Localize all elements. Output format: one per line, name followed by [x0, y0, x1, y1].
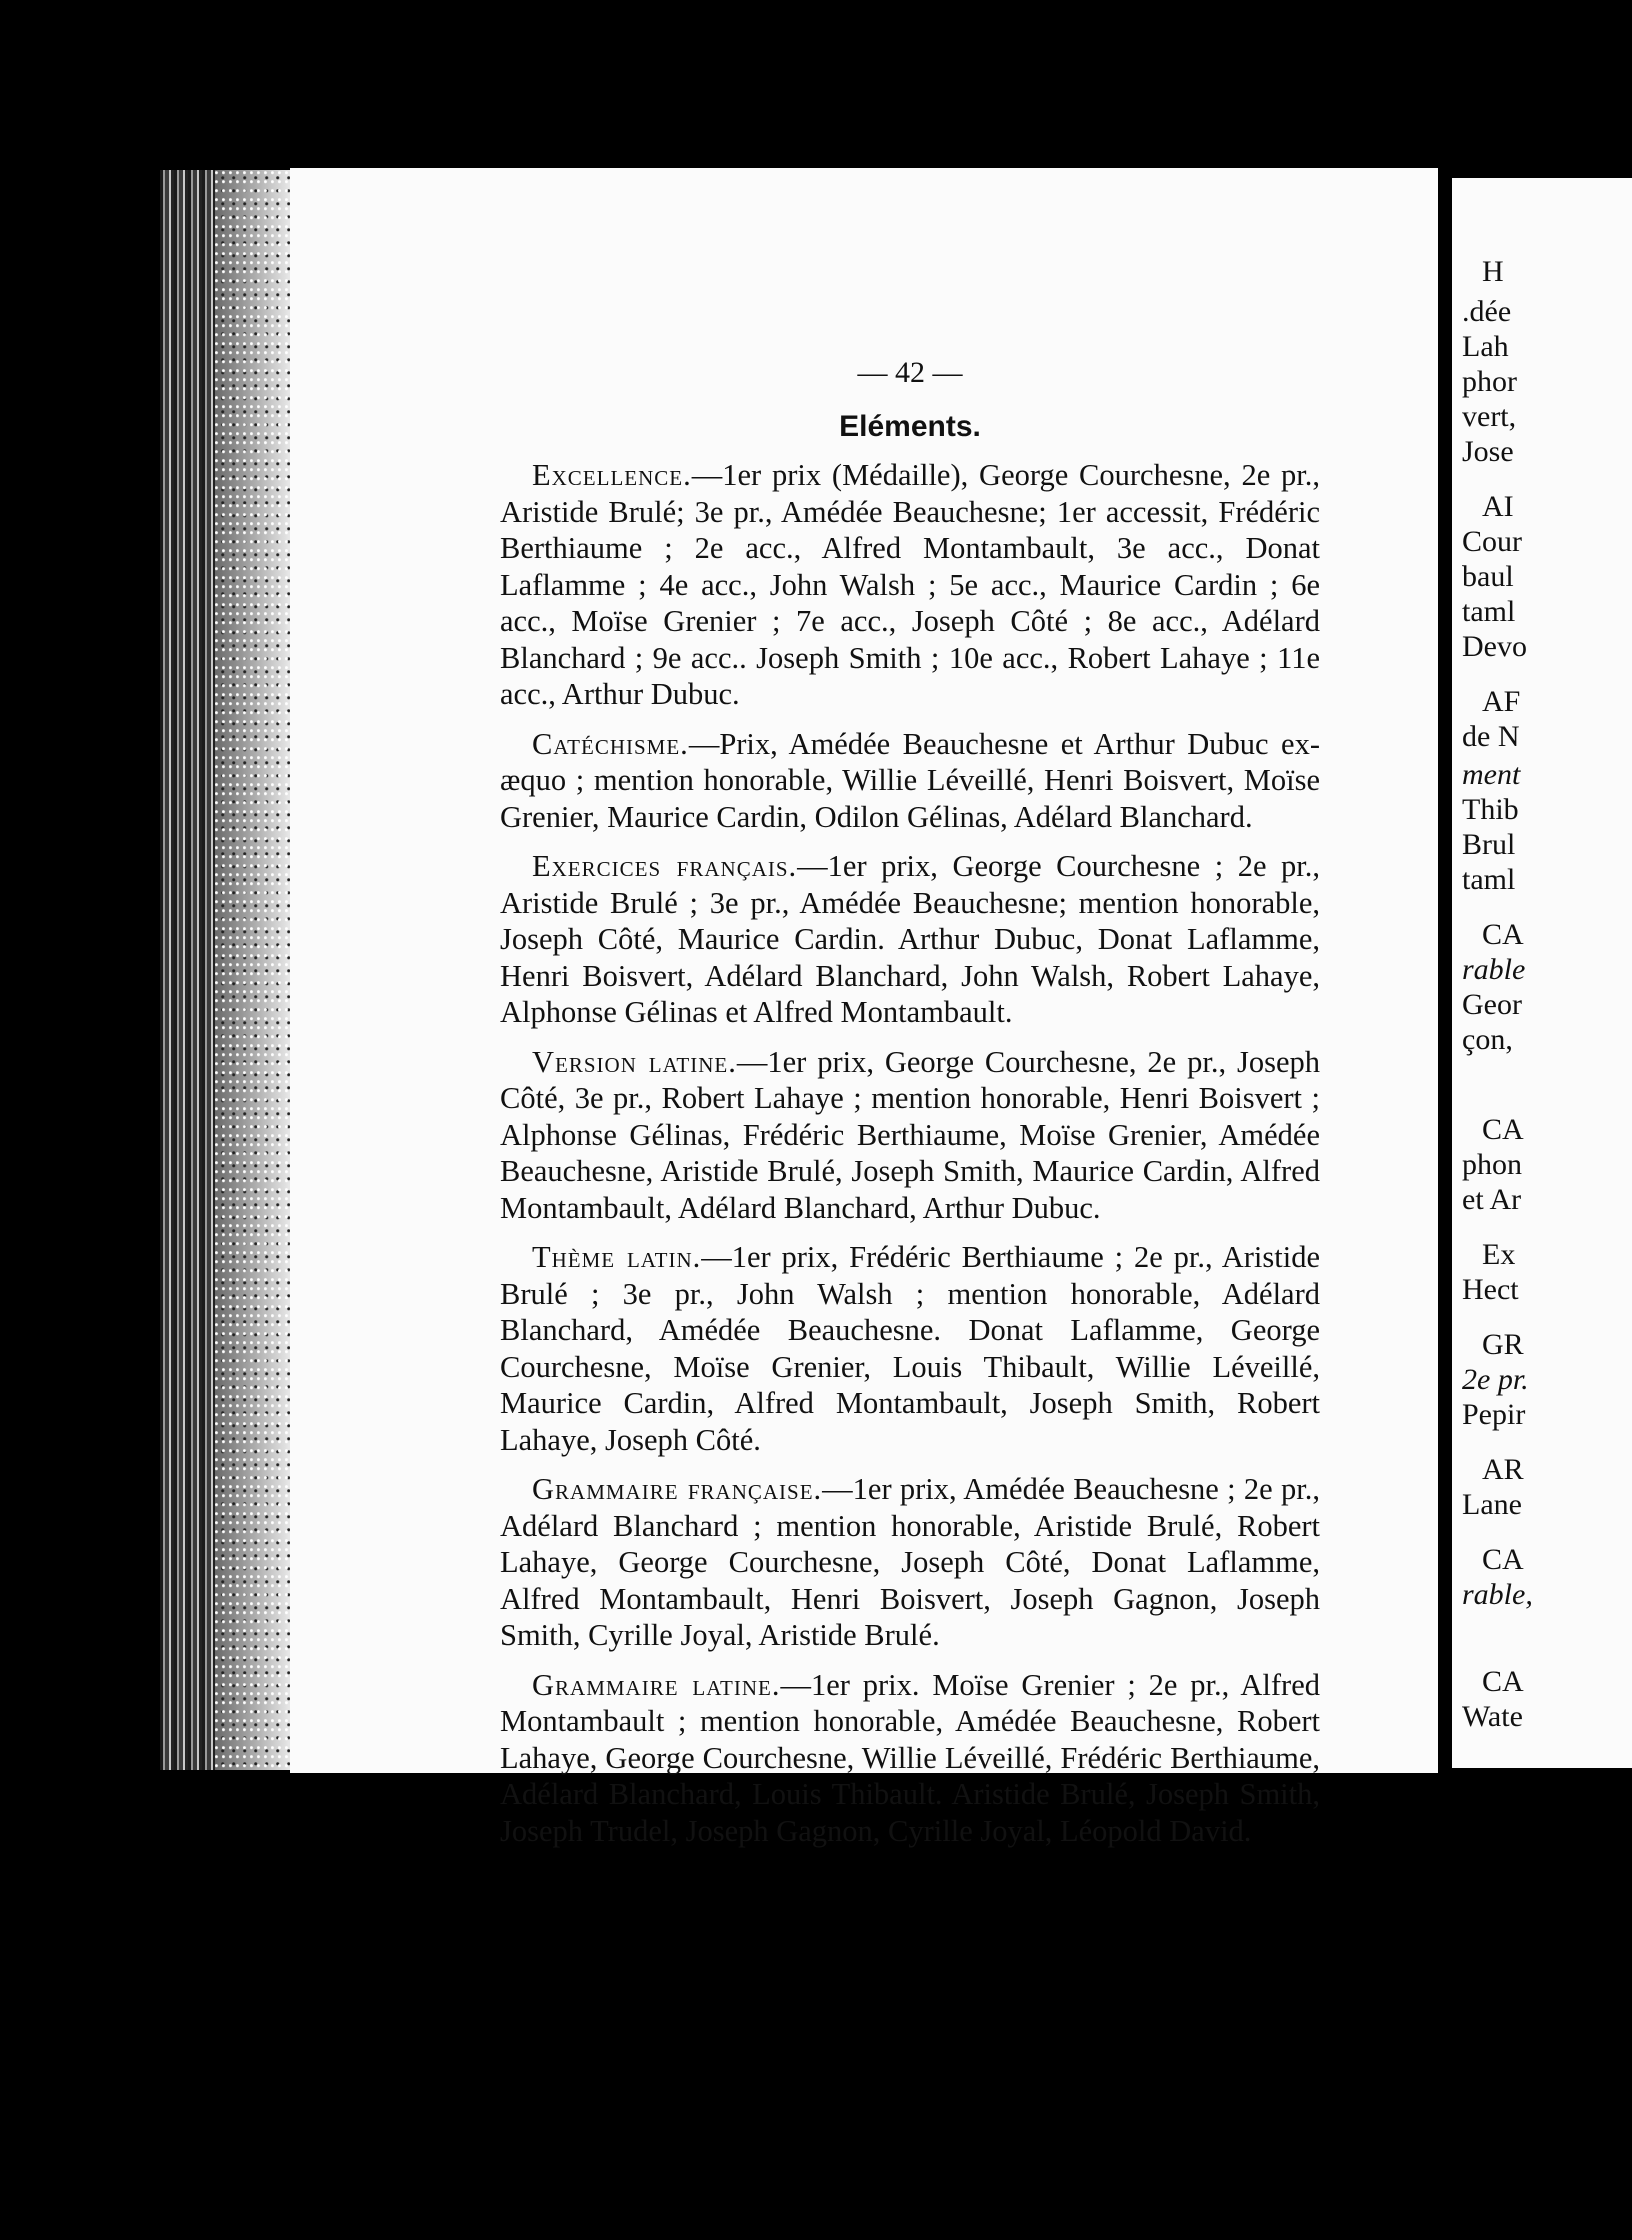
paragraph-text: —1er prix, George Courchesne, 2e pr., Joseph Côté, 3e pr., Robert Lahaye ; mention honorable, Henri Boisvert ; Alphonse Gélinas, Frédéric Berthiaume, Moïse Grenier, Amédée Beauchesne, Aristide Brulé, Joseph Smith, Maurice Cardin, Alfred Montambault, Adélard Blanchard, Arthur Dubuc.: [500, 1044, 1320, 1225]
paragraph-version-latine: [500, 1044, 1320, 1227]
right-page-line: .dée: [1462, 295, 1512, 328]
paragraph-catechisme: [500, 726, 1320, 836]
paragraph-lead: Thème latin.: [532, 1240, 702, 1274]
right-page-line: phor: [1462, 365, 1517, 398]
right-page-line: Devo: [1462, 630, 1527, 663]
paragraph-text: —1er prix (Médaille), George Courchesne, 2e pr., Aristide Brulé; 3e pr., Amédée Beauchesne; 1er accessit, Frédéric Berthiaume ; 2e acc., Alfred Montambault, 3e acc., Donat Laflamme ; 4e acc., John Walsh ; 5e acc., Maurice Cardin ; 6e acc., Moïse Grenier ; 7e acc., Joseph Côté ; 8e acc., Adélard Blanchard ; 9e acc.. Joseph Smith ; 10e acc., Robert Lahaye ; 11e acc., Arthur Dubuc.: [500, 458, 1320, 711]
paragraph-grammaire-latine: [500, 1667, 1320, 1850]
paragraph-text: —1er prix. Moïse Grenier ; 2e pr., Alfred Montambault ; mention honorable, Amédée Beauchesne, Robert Lahaye, George Courchesne, Willie Léveillé, Frédéric Berthiaume, Adélard Blanchard, Louis Thibault. Aristide Brulé, Joseph Smith, Joseph Trudel, Joseph Gagnon, Cyrille Joyal, Léopold David.: [500, 1667, 1320, 1848]
right-page-line: Jose: [1462, 435, 1514, 468]
page-content: [500, 355, 1320, 1862]
right-page-line: Geor: [1462, 988, 1522, 1021]
right-page-line: AF: [1482, 685, 1521, 718]
right-page-line: taml: [1462, 863, 1516, 896]
right-page-line: Cour: [1462, 525, 1522, 558]
right-page-line: baul: [1462, 560, 1514, 593]
right-page-line: taml: [1462, 595, 1516, 628]
right-page-line: rable: [1462, 953, 1526, 986]
paragraph-lead: Catéchisme.: [532, 726, 689, 761]
right-page-line: Thib: [1462, 793, 1519, 826]
right-page-line: GR: [1482, 1328, 1524, 1361]
paragraph-lead: Version latine.: [532, 1044, 737, 1079]
paragraph-lead: Grammaire latine.: [532, 1667, 781, 1702]
right-page-line: CA: [1482, 1113, 1524, 1146]
right-page-line: phon: [1462, 1148, 1522, 1181]
right-page-line: Lah: [1462, 330, 1509, 363]
right-page-line: Hect: [1462, 1273, 1519, 1306]
paragraph-lead: Exercices français.: [532, 849, 798, 883]
right-page-line: Pepir: [1462, 1398, 1526, 1431]
right-page-line: CA: [1482, 1665, 1524, 1698]
page-gutter-shadow: [215, 170, 290, 1770]
right-page-line: CA: [1482, 918, 1524, 951]
paragraph-text: —Prix, Amédée Beauchesne et Arthur Dubuc ex-æquo ; mention honorable, Willie Léveillé, Henri Boisvert, Moïse Grenier, Maurice Cardin, Odilon Gélinas, Adélard Blanchard.: [500, 726, 1320, 834]
right-page-line: Wate: [1462, 1700, 1523, 1733]
page-number: — 42 —: [857, 356, 963, 389]
paragraph-text: —1er prix, Frédéric Berthiaume ; 2e pr., Aristide Brulé ; 3e pr., John Walsh ; mention honorable, Adélard Blanchard, Amédée Beauchesne. Donat Laflamme, George Courchesne, Moïse Grenier, Louis Thibault, Willie Léveillé, Maurice Cardin, Alfred Montambault, Joseph Smith, Robert Lahaye, Joseph Côté.: [500, 1240, 1320, 1457]
paragraph-text: —1er prix, George Courchesne ; 2e pr., Aristide Brulé ; 3e pr., Amédée Beauchesne; mention honorable, Joseph Côté, Maurice Cardin. Arthur Dubuc, Donat Laflamme, Henri Boisvert, Adélard Blanchard, John Walsh, Robert Lahaye, Alphonse Gélinas et Alfred Montambault.: [500, 849, 1320, 1029]
paragraph-lead: Grammaire française.: [532, 1472, 823, 1506]
right-page-line: CA: [1482, 1543, 1524, 1576]
right-page-line: et Ar: [1462, 1183, 1522, 1216]
right-page-line: Lane: [1462, 1488, 1522, 1521]
right-page-line: Ex: [1482, 1238, 1516, 1271]
paragraph-theme-latin: [500, 1239, 1320, 1458]
right-page-line: rable,: [1462, 1578, 1533, 1611]
right-page-line: vert,: [1462, 400, 1517, 433]
right-page-line: de N: [1462, 720, 1520, 753]
right-page-line: ment: [1462, 758, 1521, 791]
right-page-line: AI: [1482, 490, 1514, 523]
right-page-line: 2e pr.: [1462, 1363, 1529, 1396]
right-page-line: çon,: [1462, 1023, 1513, 1056]
right-page-line: AR: [1482, 1453, 1524, 1486]
paragraph-excellence: [500, 457, 1320, 713]
paragraph-text: —1er prix, Amédée Beauchesne ; 2e pr., Adélard Blanchard ; mention honorable, Aristide Brulé, Robert Lahaye, George Courchesne, Joseph Côté, Donat Laflamme, Alfred Montambault, Henri Boisvert, Joseph Gagnon, Joseph Smith, Cyrille Joyal, Aristide Brulé.: [500, 1472, 1320, 1652]
right-page-line: H: [1482, 255, 1504, 288]
right-page-fragment: [1452, 178, 1632, 1768]
paragraph-lead: Excellence.: [532, 458, 692, 492]
right-page-line: Brul: [1462, 828, 1516, 861]
paragraph-exercices-francais: [500, 848, 1320, 1031]
paragraph-grammaire-francaise: [500, 1471, 1320, 1654]
section-title: Eléments.: [839, 410, 981, 443]
